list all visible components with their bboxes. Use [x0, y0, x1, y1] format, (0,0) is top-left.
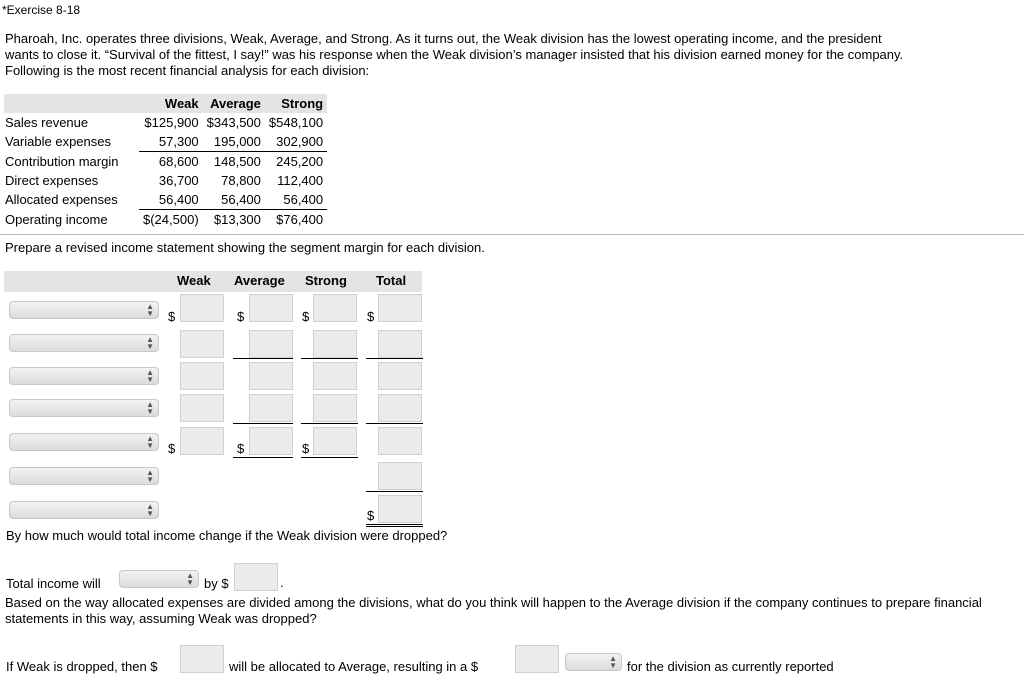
- problem-line: wants to close it. “Survival of the fittest, I say!” was his response when the Weak division’s manager insisted that his division earned money for the company.: [5, 47, 904, 62]
- average-amount-input[interactable]: [249, 362, 293, 390]
- cell: $76,400: [276, 212, 324, 227]
- resulting-amount-input[interactable]: [515, 645, 559, 673]
- line-item-select[interactable]: [9, 501, 159, 519]
- exercise-title: *Exercise 8-18: [2, 3, 81, 17]
- dollar-sign: $: [237, 309, 245, 324]
- select-arrows-icon: ▲ ▼: [146, 400, 154, 416]
- underline: [366, 423, 423, 424]
- underline: [301, 457, 358, 458]
- select-arrows-icon: ▲ ▼: [146, 468, 154, 484]
- total-amount-input[interactable]: [378, 495, 422, 523]
- strong-amount-input[interactable]: [313, 427, 357, 455]
- weak-amount-input[interactable]: [180, 362, 224, 390]
- question-average-division: Based on the way allocated expenses are divided among the divisions, what do you think will happen to the Average division if the company continues to prepare financial statements in this way, assuming Weak was dropped?: [5, 595, 982, 626]
- if-weak-dropped-label: If Weak is dropped, then $: [6, 659, 158, 674]
- answer-header-strong: Strong: [305, 273, 347, 288]
- table-row: [4, 152, 327, 172]
- reallocated-amount-input[interactable]: [180, 645, 224, 673]
- table-row: [4, 113, 327, 132]
- income-loss-select[interactable]: [565, 653, 622, 671]
- underline: [233, 358, 293, 359]
- average-amount-input[interactable]: [249, 394, 293, 422]
- cell: 68,600: [158, 154, 199, 169]
- dollar-sign: $: [302, 309, 310, 324]
- answer-header-total: Total: [376, 273, 407, 288]
- cell: 57,300: [139, 132, 203, 152]
- row-label: Variable expenses: [5, 134, 111, 150]
- weak-amount-input[interactable]: [180, 427, 224, 455]
- increase-decrease-select[interactable]: [119, 570, 199, 588]
- header-blank: [4, 94, 139, 113]
- select-arrows-icon: ▲ ▼: [146, 368, 154, 384]
- cell: 195,000: [203, 132, 265, 152]
- problem-line: Following is the most recent financial analysis for each division:: [5, 63, 370, 78]
- select-arrows-icon: ▲ ▼: [146, 302, 154, 318]
- cell: 36,700: [158, 173, 199, 188]
- select-arrows-icon: ▲ ▼: [609, 654, 617, 670]
- table-row: [4, 210, 327, 230]
- average-amount-input[interactable]: [249, 427, 293, 455]
- total-amount-input[interactable]: [378, 462, 422, 490]
- by-label: by $: [204, 576, 229, 591]
- underline: [301, 358, 358, 359]
- select-arrows-icon: ▲ ▼: [146, 335, 154, 351]
- line-item-select[interactable]: [9, 433, 159, 451]
- row-label: Contribution margin: [5, 153, 119, 169]
- dollar-sign: $: [237, 441, 245, 456]
- cell: 302,900: [265, 132, 327, 152]
- total-amount-input[interactable]: [378, 394, 422, 422]
- header-strong: Strong: [265, 94, 327, 113]
- dollar-sign: $: [302, 441, 310, 456]
- select-arrows-icon: ▲ ▼: [146, 434, 154, 450]
- underline: [233, 423, 293, 424]
- cell: 56,400: [265, 190, 327, 210]
- dollar-sign: $: [168, 309, 176, 324]
- prepare-instruction: Prepare a revised income statement showing the segment margin for each division.: [5, 240, 485, 255]
- average-amount-input[interactable]: [249, 330, 293, 358]
- select-arrows-icon: ▲ ▼: [186, 571, 194, 587]
- line-item-select[interactable]: [9, 367, 159, 385]
- question-total-income-change: By how much would total income change if the Weak division were dropped?: [6, 528, 448, 543]
- header-weak: Weak: [139, 94, 203, 113]
- division-analysis-table: [4, 94, 327, 229]
- total-amount-input[interactable]: [378, 294, 422, 322]
- strong-amount-input[interactable]: [313, 394, 357, 422]
- underline: [366, 358, 423, 359]
- row-label: Direct expenses: [5, 173, 99, 188]
- answer-header-bar: [4, 271, 422, 292]
- cell: $125,900: [144, 115, 199, 130]
- line-item-select[interactable]: [9, 301, 159, 319]
- cell: $(24,500): [143, 212, 199, 227]
- dollar-sign: $: [367, 309, 375, 324]
- row-label: Sales revenue: [5, 115, 89, 130]
- cell: 148,500: [213, 154, 261, 169]
- dollar-sign: $: [168, 441, 176, 456]
- cell: 56,400: [203, 190, 265, 210]
- total-income-will-label: Total income will: [6, 576, 101, 591]
- header-average: Average: [203, 94, 265, 113]
- total-amount-input[interactable]: [378, 427, 422, 455]
- line-item-select[interactable]: [9, 467, 159, 485]
- underline: [233, 457, 293, 458]
- average-amount-input[interactable]: [249, 294, 293, 322]
- select-arrows-icon: ▲ ▼: [146, 502, 154, 518]
- table-row: [4, 171, 327, 190]
- line-item-select[interactable]: [9, 399, 159, 417]
- problem-line: Pharoah, Inc. operates three divisions, Weak, Average, and Strong. As it turns out, the Weak division has the lowest operating income, and the president: [5, 31, 882, 46]
- table-header-row: [4, 94, 327, 113]
- cell: 245,200: [276, 154, 324, 169]
- table-row: [4, 132, 327, 152]
- weak-amount-input[interactable]: [180, 330, 224, 358]
- cell: 112,400: [277, 173, 324, 188]
- period: .: [280, 575, 284, 590]
- total-amount-input[interactable]: [378, 330, 422, 358]
- strong-amount-input[interactable]: [313, 330, 357, 358]
- cell: $13,300: [213, 212, 261, 227]
- total-amount-input[interactable]: [378, 362, 422, 390]
- problem-statement: [5, 31, 1020, 79]
- cell: $548,100: [268, 115, 324, 130]
- income-change-input[interactable]: [234, 563, 278, 591]
- cell: 56,400: [139, 190, 203, 210]
- underline: [366, 491, 423, 492]
- answer-header-weak: Weak: [177, 273, 211, 288]
- line-item-select[interactable]: [9, 334, 159, 352]
- underline: [301, 423, 358, 424]
- underline: [366, 524, 423, 525]
- divider: [0, 234, 1024, 235]
- as-reported-label: for the division as currently reported: [627, 659, 834, 674]
- row-label: Operating income: [5, 211, 108, 227]
- table-row: [4, 190, 327, 210]
- dollar-sign: $: [367, 508, 375, 523]
- row-label: Allocated expenses: [5, 192, 118, 208]
- weak-amount-input[interactable]: [180, 294, 224, 322]
- strong-amount-input[interactable]: [313, 362, 357, 390]
- cell: 78,800: [221, 173, 261, 188]
- double-underline: [366, 526, 423, 527]
- answer-header-average: Average: [234, 273, 285, 288]
- strong-amount-input[interactable]: [313, 294, 357, 322]
- cell: $343,500: [206, 115, 261, 130]
- weak-amount-input[interactable]: [180, 394, 224, 422]
- allocated-to-average-label: will be allocated to Average, resulting in a $: [229, 659, 479, 674]
